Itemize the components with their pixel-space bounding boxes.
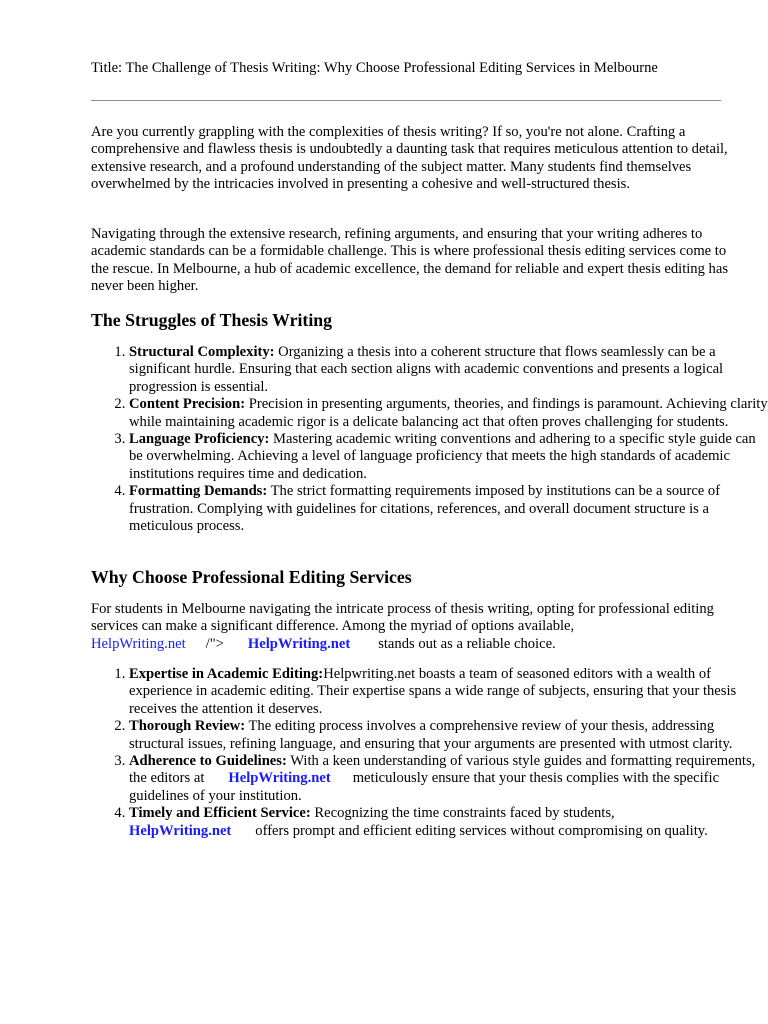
list-item <box>129 753 768 805</box>
list-item <box>129 805 768 840</box>
why-list <box>91 666 768 840</box>
struggles-list <box>91 344 768 535</box>
intro-paragraph-1: Are you currently grappling with the complexities of thesis writing? If so, you're not alone. Crafting a comprehensive and flawless thesis is undoubtedly a daunting task that requires meticulous attention to detail, extensive research, and a profound understanding of the subject matter. Many students find themselves overwhelmed by the intricacies involved in presenting a cohesive and well-structured thesis. <box>91 124 728 193</box>
item-text: offers prompt and efficient editing services without compromising on quality. <box>255 822 708 839</box>
item-term: Adherence to Guidelines: <box>129 753 287 770</box>
helpwriting-link[interactable]: HelpWriting.net <box>129 822 232 839</box>
item-text: Mastering academic writing conventions and adhering to a specific style guide can be overwhelming. Achieving a level of language proficiency that meets the high standards of academic institutions requires time and dedication. <box>129 431 756 482</box>
helpwriting-bold-link[interactable]: HelpWriting.net <box>247 635 351 652</box>
item-term: Formatting Demands: <box>129 483 268 500</box>
item-term: Expertise in Academic Editing: <box>129 666 324 682</box>
document-title: Title: The Challenge of Thesis Writing: Why Choose Professional Editing Services in Melbourne <box>91 60 658 76</box>
why-heading: Why Choose Professional Editing Services <box>91 567 412 587</box>
item-text: Recognizing the time constraints faced by students, <box>314 805 615 822</box>
item-term: Timely and Efficient Service: <box>129 805 311 822</box>
list-item <box>129 483 768 535</box>
why-paragraph-text: For students in Melbourne navigating the intricate process of thesis writing, opting for professional editing services can make a significant difference. Among the myriad of options available, <box>91 601 714 635</box>
list-item <box>129 344 768 396</box>
item-term: Thorough Review: <box>129 718 246 735</box>
title-divider <box>91 100 721 101</box>
why-paragraph <box>91 601 731 653</box>
item-term: Structural Complexity: <box>129 344 275 360</box>
list-item <box>129 666 768 718</box>
item-text: Organizing a thesis into a coherent structure that flows seamlessly can be a significant hurdle. Ensuring that each section aligns with academic conventions and presents a logical progression is essential. <box>129 344 724 395</box>
item-text: Helpwriting.net boasts a team of seasoned editors with a wealth of experience in academic editing. Their expertise spans a wide range of subjects, ensuring that your thesis receives the attention it deserves. <box>129 666 737 717</box>
why-paragraph-tail: stands out as a reliable choice. <box>378 635 556 652</box>
item-text: Precision in presenting arguments, theories, and findings is paramount. Achieving clarity while maintaining academic rigor is a delicate balancing act that often proves challenging for students. <box>129 396 768 430</box>
struggles-heading: The Struggles of Thesis Writing <box>91 310 333 330</box>
item-term: Content Precision: <box>129 396 246 413</box>
list-item <box>129 431 768 483</box>
item-text: With a keen understanding of various style guides and formatting requirements, the editors at <box>129 753 756 787</box>
item-text: The editing process involves a comprehensive review of your thesis, addressing structural issues, refining language, and ensuring that your arguments are presented with utmost clarity. <box>129 718 733 752</box>
item-text: The strict formatting requirements imposed by institutions can be a source of frustration. Complying with guidelines for citations, references, and overall document structure is a meticulous process. <box>129 483 721 535</box>
list-item <box>129 718 768 753</box>
item-text: meticulously ensure that your thesis complies with the specific guidelines of your institution. <box>129 770 720 804</box>
helpwriting-link[interactable]: HelpWriting.net <box>91 635 186 652</box>
helpwriting-link[interactable]: HelpWriting.net <box>228 770 331 787</box>
intro-paragraph-2: Navigating through the extensive research, refining arguments, and ensuring that your writing adheres to academic standards can be a formidable challenge. This is where professional thesis editing services come to the rescue. In Melbourne, a hub of academic excellence, the demand for reliable and expert thesis editing has never been higher. <box>91 226 728 295</box>
stray-markup-text: /"> <box>205 635 224 652</box>
list-item <box>129 396 768 431</box>
item-term: Language Proficiency: <box>129 431 270 448</box>
